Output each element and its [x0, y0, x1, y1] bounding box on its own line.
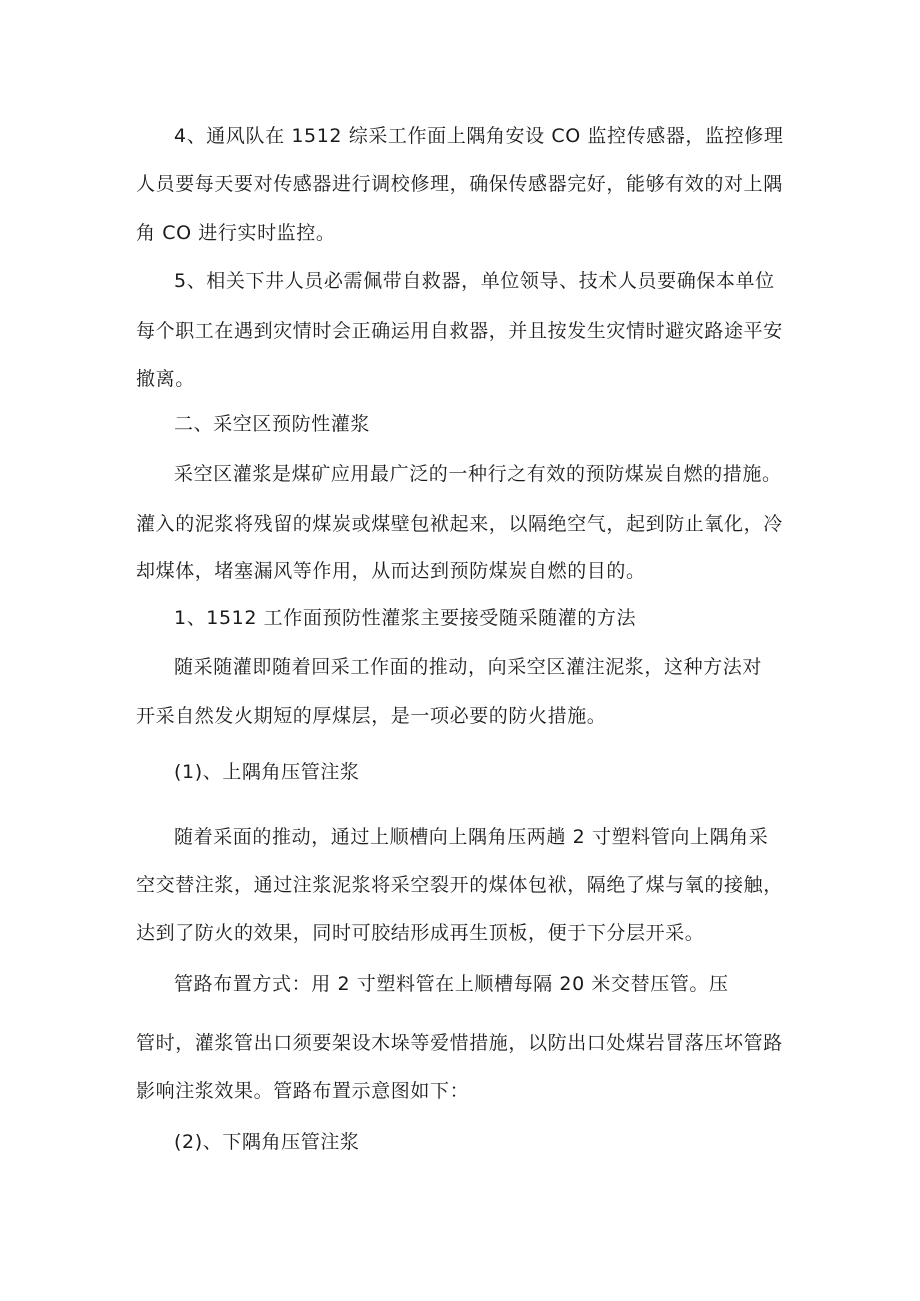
subsection-heading: (1)、上隅角压管注浆 — [174, 761, 360, 783]
paragraph-line: 撤离。 — [136, 368, 195, 390]
paragraph-line: 人员要每天要对传感器进行调校修理，确保传感器完好，能够有效的对上隅 — [136, 173, 783, 195]
paragraph-line: 角 CO 进行实时监控。 — [136, 222, 336, 244]
paragraph-line: 管路布置方式：用 2 寸塑料管在上顺槽每隔 20 米交替压管。压 — [174, 973, 729, 995]
paragraph-line: 开采自然发火期短的厚煤层，是一项必要的防火措施。 — [136, 705, 607, 727]
paragraph-line: 随着采面的推动，通过上顺槽向上隅角压两趟 2 寸塑料管向上隅角采 — [174, 826, 769, 848]
subsection-heading: 1、1512 工作面预防性灌浆主要接受随采随灌的方法 — [174, 607, 637, 629]
paragraph-line: 却煤体，堵塞漏风等作用，从而达到预防煤炭自燃的目的。 — [136, 560, 646, 582]
paragraph-line: 每个职工在遇到灾情时会正确运用自救器，并且按发生灾情时避灾路途平安 — [136, 320, 783, 342]
paragraph-line: 管时，灌浆管出口须要架设木垛等爱惜措施，以防出口处煤岩冒落压坏管路 — [136, 1032, 783, 1054]
paragraph-line: 空交替注浆，通过注浆泥浆将采空裂开的煤体包袱，隔绝了煤与氧的接触， — [136, 874, 783, 896]
paragraph-line: 5、相关下井人员必需佩带自救器，单位领导、技术人员要确保本单位 — [174, 270, 775, 292]
paragraph-line: 随采随灌即随着回采工作面的推动，向采空区灌注泥浆，这种方法对 — [174, 656, 763, 678]
paragraph-line: 灌入的泥浆将残留的煤炭或煤壁包袱起来，以隔绝空气，起到防止氧化，冷 — [136, 513, 783, 535]
subsection-heading: (2)、下隅角压管注浆 — [174, 1131, 360, 1153]
paragraph-line: 达到了防火的效果，同时可胶结形成再生顶板，便于下分层开采。 — [136, 922, 705, 944]
paragraph-line: 4、通风队在 1512 综采工作面上隅角安设 CO 监控传感器，监控修理 — [174, 125, 784, 147]
paragraph-line: 影响注浆效果。管路布置示意图如下： — [136, 1080, 470, 1102]
section-heading: 二、采空区预防性灌浆 — [174, 413, 371, 435]
paragraph-line: 采空区灌浆是煤矿应用最广泛的一种行之有效的预防煤炭自燃的措施。 — [174, 463, 782, 485]
